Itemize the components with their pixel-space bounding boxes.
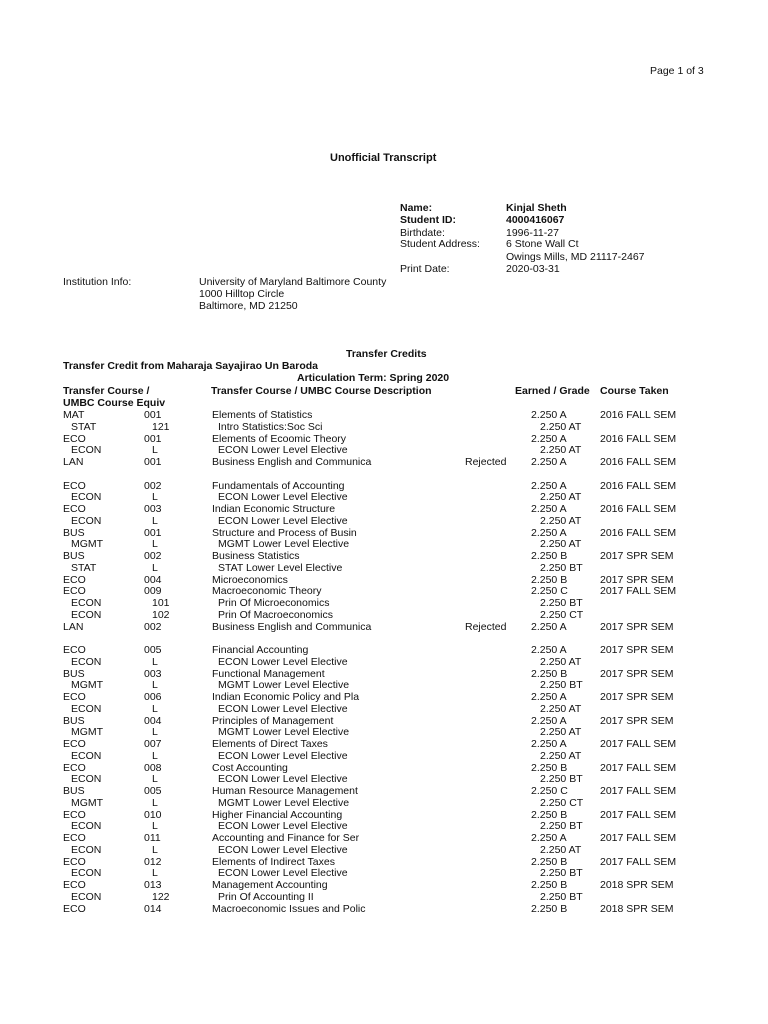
column-header-earned-grade: Earned / Grade [515,385,590,397]
course-number: 001 [144,526,162,539]
transfer-course-row [0,668,768,680]
course-subject: ECO [63,691,86,703]
course-subject: ECON [71,843,102,856]
course-taken-term: 2016 FALL SEM [600,456,677,468]
earned-grade: 2.250 A [531,432,567,445]
course-number: L [152,796,158,809]
umbc-equiv-row [0,891,768,903]
course-subject: ECON [71,773,102,786]
course-description: ECON Lower Level Elective [218,773,348,786]
umbc-equiv-row [0,726,768,738]
course-subject: ECO [63,879,86,891]
course-subject: MGMT [71,679,104,692]
course-subject: ECON [71,890,102,903]
course-subject: ECON [71,491,102,504]
course-subject: ECO [63,902,86,915]
course-description: Management Accounting [212,879,328,891]
course-number: 007 [144,738,162,750]
course-description: ECON Lower Level Elective [218,444,348,457]
earned-grade: 2.250 AT [540,514,582,527]
course-description: ECON Lower Level Elective [218,491,348,504]
institution-name: University of Maryland Baltimore County [199,276,387,288]
course-subject: ECO [63,832,86,844]
course-number: L [152,655,158,668]
transfer-course-row [0,456,768,468]
earned-grade: 2.250 CT [540,796,584,809]
earned-grade: 2.250 AT [540,726,582,739]
section-title: Transfer Credits [346,348,427,360]
course-description: Financial Accounting [212,644,309,656]
birthdate: 1996-11-27 [506,227,559,239]
earned-grade: 2.250 AT [540,843,582,856]
column-header-course-taken: Course Taken [600,385,669,397]
course-taken-term: 2016 FALL SEM [600,432,677,445]
course-description: Principles of Management [212,714,334,727]
course-number: 003 [144,503,162,515]
course-subject: LAN [63,456,84,468]
earned-grade: 2.250 B [531,902,568,915]
earned-grade: 2.250 BT [540,597,583,609]
course-description: Elements of Direct Taxes [212,738,328,750]
course-taken-term: 2016 FALL SEM [600,503,677,515]
course-number: 101 [152,597,170,609]
course-subject: ECO [63,479,86,492]
course-taken-term: 2017 SPR SEM [600,573,674,586]
print-date: 2020-03-31 [506,263,560,275]
course-taken-term: 2017 SPR SEM [600,550,674,562]
earned-grade: 2.250 AT [540,538,582,551]
transfer-credit-list [0,409,768,914]
earned-grade: 2.250 A [531,409,567,421]
birthdate-label: Birthdate: [400,227,445,239]
transfer-course-row [0,409,768,421]
transfer-course-row [0,585,768,597]
earned-grade: 2.250 A [531,456,567,468]
course-subject: MGMT [71,538,104,551]
earned-grade: 2.250 A [531,832,567,844]
course-taken-term: 2016 FALL SEM [600,479,677,492]
course-subject: ECO [63,808,86,821]
course-number: L [152,491,158,504]
course-status: Rejected [465,456,507,468]
transfer-course-row [0,785,768,797]
transfer-course-row [0,621,768,633]
course-number: 011 [144,832,161,844]
course-number: 009 [144,585,162,598]
earned-grade: 2.250 B [531,808,568,821]
course-number: 010 [144,808,162,821]
course-description: ECON Lower Level Elective [218,867,348,880]
transfer-course-row [0,527,768,539]
earned-grade: 2.250 A [531,503,567,515]
course-number: 014 [144,902,162,915]
umbc-equiv-row [0,562,768,574]
course-description: Elements of Ecoomic Theory [212,432,347,445]
course-subject: STAT [71,561,97,574]
course-description: Business English and Communica [212,456,372,468]
course-number: 004 [144,573,162,586]
course-subject: ECON [71,608,102,621]
course-description: Cost Accounting [212,761,288,774]
course-subject: ECON [71,702,102,715]
course-description: ECON Lower Level Elective [218,749,348,762]
page-number: Page 1 of 3 [650,65,704,77]
umbc-equiv-row [0,656,768,668]
earned-grade: 2.250 AT [540,749,582,762]
transfer-course-row [0,644,768,656]
course-number: 001 [144,456,162,468]
course-number: 004 [144,714,162,727]
course-number: 002 [144,550,162,562]
course-number: L [152,749,158,762]
address-label: Student Address: [400,238,480,250]
student-id-label: Student ID: [400,214,456,226]
earned-grade: 2.250 A [531,526,567,539]
course-number: L [152,702,158,715]
earned-grade: 2.250 A [531,691,567,703]
course-number: 013 [144,879,162,891]
course-description: Higher Financial Accounting [212,808,343,821]
document-title: Unofficial Transcript [330,152,437,164]
umbc-equiv-row [0,609,768,621]
course-description: Prin Of Microeconomics [218,597,330,609]
course-subject: ECON [71,820,102,833]
course-taken-term: 2017 FALL SEM [600,855,677,868]
earned-grade: 2.250 A [531,738,567,750]
earned-grade: 2.250 BT [540,867,583,880]
umbc-equiv-row [0,421,768,433]
course-subject: ECO [63,585,86,598]
course-description: MGMT Lower Level Elective [218,796,350,809]
course-subject: MGMT [71,726,104,739]
transfer-course-row [0,503,768,515]
student-name: Kinjal Sheth [506,202,567,214]
course-description: ECON Lower Level Elective [218,655,348,668]
course-number: 003 [144,667,162,680]
institution-city: Baltimore, MD 21250 [199,300,298,312]
transfer-course-row [0,738,768,750]
transfer-course-row [0,762,768,774]
course-description: Human Resource Management [212,785,358,797]
course-taken-term: 2018 SPR SEM [600,879,674,891]
course-description: Prin Of Accounting II [218,890,314,903]
course-description: ECON Lower Level Elective [218,514,348,527]
course-taken-term: 2017 FALL SEM [600,585,677,598]
course-taken-term: 2017 SPR SEM [600,691,674,703]
course-number: 001 [144,409,162,421]
umbc-equiv-row [0,679,768,691]
course-taken-term: 2017 FALL SEM [600,785,677,797]
earned-grade: 2.250 CT [540,608,584,621]
course-number: L [152,561,158,574]
transfer-course-row [0,550,768,562]
course-number: 008 [144,761,162,774]
transfer-source: Transfer Credit from Maharaja Sayajirao Un Baroda [63,360,318,372]
course-description: Indian Economic Structure [212,503,336,515]
course-description: Microeconomics [212,573,288,586]
earned-grade: 2.250 AT [540,655,582,668]
umbc-equiv-row [0,797,768,809]
course-subject: ECO [63,432,86,445]
course-number: L [152,843,158,856]
course-description: Prin Of Macroeconomics [218,608,333,621]
earned-grade: 2.250 B [531,550,568,562]
umbc-equiv-row [0,515,768,527]
course-status: Rejected [465,620,507,633]
earned-grade: 2.250 A [531,714,567,727]
course-subject: ECON [71,655,102,668]
transfer-course-row [0,903,768,915]
transfer-course-row [0,433,768,445]
course-number: L [152,820,158,833]
course-description: MGMT Lower Level Elective [218,538,350,551]
course-description: Accounting and Finance for Ser [212,832,360,844]
course-description: Intro Statistics:Soc Sci [218,420,323,433]
course-number: 005 [144,644,162,656]
earned-grade: 2.250 AT [540,420,582,433]
earned-grade: 2.250 A [531,644,567,656]
course-description: Functional Management [212,667,325,680]
course-number: 006 [144,691,162,703]
transfer-course-row [0,879,768,891]
course-subject: ECO [63,855,86,868]
umbc-equiv-row [0,844,768,856]
earned-grade: 2.250 B [531,761,568,774]
course-description: ECON Lower Level Elective [218,820,348,833]
course-subject: MAT [63,409,85,421]
course-number: 002 [144,620,162,633]
course-subject: LAN [63,620,84,633]
course-number: L [152,538,158,551]
course-subject: ECON [71,597,102,609]
earned-grade: 2.250 A [531,620,567,633]
course-description: MGMT Lower Level Elective [218,679,350,692]
course-taken-term: 2016 FALL SEM [600,526,677,539]
earned-grade: 2.250 BT [540,561,583,574]
course-subject: ECO [63,761,86,774]
earned-grade: 2.250 BT [540,890,583,903]
earned-grade: 2.250 A [531,479,567,492]
earned-grade: 2.250 C [531,785,568,797]
course-description: ECON Lower Level Elective [218,702,348,715]
course-description: STAT Lower Level Elective [218,561,343,574]
course-description: Structure and Process of Busin [212,526,357,539]
course-subject: ECO [63,573,86,586]
umbc-equiv-row [0,867,768,879]
course-description: Macroeconomic Issues and Polic [212,902,366,915]
course-number: 005 [144,785,162,797]
earned-grade: 2.250 BT [540,679,583,692]
earned-grade: 2.250 B [531,667,568,680]
course-description: Fundamentals of Accounting [212,479,345,492]
address-line2: Owings Mills, MD 21117-2467 [506,251,645,263]
course-subject: MGMT [71,796,104,809]
articulation-term: Articulation Term: Spring 2020 [297,372,450,384]
course-taken-term: 2017 FALL SEM [600,808,677,821]
course-description: Macroeconomic Theory [212,585,322,598]
earned-grade: 2.250 B [531,855,568,868]
course-taken-term: 2016 FALL SEM [600,409,677,421]
student-id: 4000416067 [506,214,565,226]
course-description: ECON Lower Level Elective [218,843,348,856]
umbc-equiv-row [0,597,768,609]
course-subject: BUS [63,526,85,539]
course-subject: ECO [63,738,86,750]
course-taken-term: 2017 SPR SEM [600,644,674,656]
transfer-course-row [0,832,768,844]
umbc-equiv-row [0,538,768,550]
transfer-course-row [0,715,768,727]
course-subject: BUS [63,785,85,797]
column-header-description: Transfer Course / UMBC Course Description [211,385,432,397]
column-header-equiv: UMBC Course Equiv [63,397,166,409]
column-header-course: Transfer Course / [63,385,150,397]
institution-label: Institution Info: [63,276,132,288]
course-subject: STAT [71,420,97,433]
umbc-equiv-row [0,491,768,503]
course-number: L [152,444,158,457]
earned-grade: 2.250 B [531,879,568,891]
course-taken-term: 2017 FALL SEM [600,761,677,774]
course-number: L [152,773,158,786]
umbc-equiv-row [0,703,768,715]
course-description: MGMT Lower Level Elective [218,726,350,739]
course-subject: BUS [63,667,85,680]
course-description: Indian Economic Policy and Pla [212,691,360,703]
course-subject: BUS [63,550,85,562]
course-number: L [152,514,158,527]
course-description: Business English and Communica [212,620,372,633]
course-description: Elements of Indirect Taxes [212,855,335,868]
earned-grade: 2.250 AT [540,444,582,457]
earned-grade: 2.250 AT [540,702,582,715]
course-description: Elements of Statistics [212,409,313,421]
address-line1: 6 Stone Wall Ct [506,238,579,250]
earned-grade: 2.250 B [531,573,568,586]
course-taken-term: 2017 FALL SEM [600,832,677,844]
course-taken-term: 2017 SPR SEM [600,714,674,727]
transfer-course-row [0,691,768,703]
course-subject: ECON [71,867,102,880]
transfer-course-row [0,480,768,492]
course-taken-term: 2018 SPR SEM [600,902,674,915]
course-number: 001 [144,432,162,445]
umbc-equiv-row [0,750,768,762]
umbc-equiv-row [0,444,768,456]
print-date-label: Print Date: [400,263,450,275]
course-number: L [152,867,158,880]
earned-grade: 2.250 BT [540,773,583,786]
course-subject: BUS [63,714,85,727]
transfer-course-row [0,856,768,868]
course-subject: ECON [71,514,102,527]
course-subject: ECON [71,444,102,457]
umbc-equiv-row [0,773,768,785]
institution-street: 1000 Hilltop Circle [199,288,285,300]
course-number: L [152,679,158,692]
name-label: Name: [400,202,433,214]
earned-grade: 2.250 BT [540,820,583,833]
course-number: 002 [144,479,162,492]
course-subject: ECO [63,503,86,515]
course-number: L [152,726,158,739]
course-number: 122 [152,890,170,903]
earned-grade: 2.250 AT [540,491,582,504]
umbc-equiv-row [0,820,768,832]
transfer-course-row [0,809,768,821]
earned-grade: 2.250 C [531,585,568,598]
course-number: 102 [152,608,170,621]
course-number: 012 [144,855,162,868]
course-subject: ECO [63,644,86,656]
transfer-course-row [0,574,768,586]
course-subject: ECON [71,749,102,762]
course-taken-term: 2017 SPR SEM [600,667,674,680]
course-description: Business Statistics [212,550,300,562]
course-number: 121 [152,420,170,433]
course-taken-term: 2017 FALL SEM [600,738,677,750]
course-taken-term: 2017 SPR SEM [600,620,674,633]
